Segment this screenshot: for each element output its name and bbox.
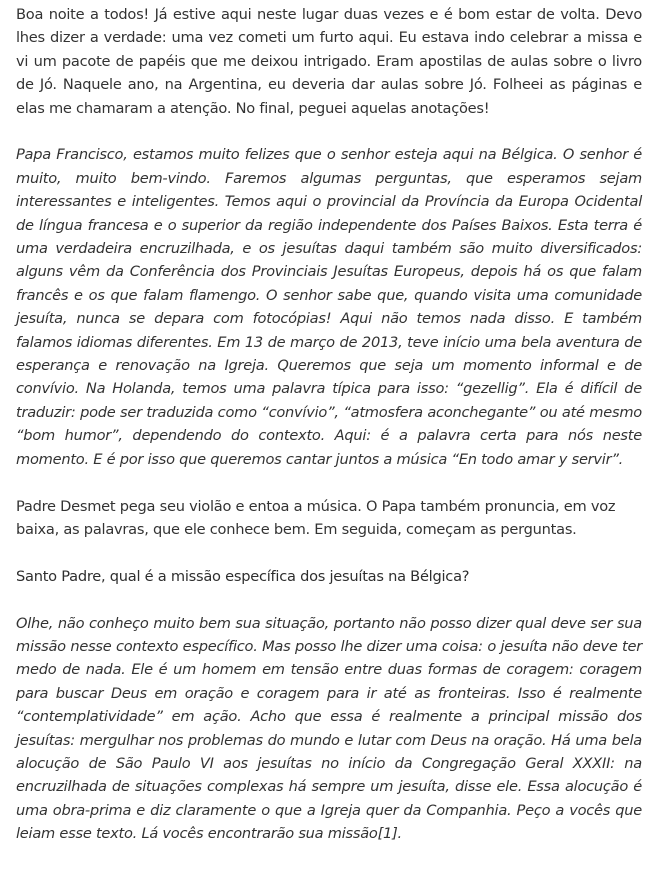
- question-heading: Santo Padre, qual é a missão específica dos jesuítas na Bélgica?: [16, 567, 470, 585]
- interviewer-paragraph: Papa Francisco, estamos muito felizes que o senhor esteja aqui na Bélgica. O senhor é muito, muito bem-vindo. Faremos algumas perguntas, que esperamos sejam interessantes e inteligentes. Temos aqui o provincial da Província da Europa Ocidental de língua francesa e o superior da região independente dos Países Baixos. Esta terra é uma verdadeira encruzilhada, e os jesuítas daqui também são muito diversificados: alguns vêm da Conferência dos Provinciais Jesuítas Europeus, depois há os que falam francês e os que falam flamengo. O senhor sabe que, quando visita uma comunidade jesuíta, nunca se depara com fotocópias! Aqui não temos nada disso. E também falamos idiomas diferentes. Em 13 de março de 2013, teve início uma bela aventura de esperança e renovação na Igreja. Queremos que seja um momento informal e de convívio. Na Holanda, temos uma palavra típica para isso: “gezellig”. Ela é difícil de traduzir: pode ser traduzida como “convívio”, “atmosfera aconchegante” ou até mesmo “bom humor”, dependendo do contexto. Aqui: é a palavra certa para nós neste momento. E é por isso que queremos cantar juntos a música “En todo amar y servir”.: [16, 146, 642, 468]
- intro-paragraph: Boa noite a todos! Já estive aqui neste lugar duas vezes e é bom estar de volta. Devo lhes dizer a verdade: uma vez cometi um furto aqui. Eu estava indo celebrar a missa e vi um pacote de papéis que me deixou intrigado. Eram apostilas de aulas sobre o livro de Jó. Naquele ano, na Argentina, eu deveria dar aulas sobre Jó. Folheei as páginas e elas me chamaram a atenção. No final, peguei aquelas anotações!: [16, 6, 642, 117]
- narration-paragraph: Padre Desmet pega seu violão e entoa a música. O Papa também pronuncia, em voz baixa, as palavras, que ele conhece bem. Em seguida, começam as perguntas.: [16, 497, 616, 538]
- answer-paragraph: Olhe, não conheço muito bem sua situação, portanto não posso dizer qual deve ser sua missão nesse contexto específico. Mas posso lhe dizer uma coisa: o jesuíta não deve ter medo de nada. Ele é um homem em tensão entre duas formas de coragem: coragem para buscar Deus em oração e coragem para ir até as fronteiras. Isso é realmente “contemplatividade” em ação. Acho que essa é realmente a principal missão dos jesuítas: mergulhar nos problemas do mundo e lutar com Deus na oração. Há uma bela alocução de São Paulo VI aos jesuítas no início da Congregação Geral XXXII: na encruzilhada de situações complexas há sempre um jesuíta, disse ele. Essa alocução é uma obra-prima e diz claramente o que a Igreja quer da Companhia. Peço a vocês que leiam esse texto. Lá vocês encontrarão sua missão[1].: [16, 614, 642, 843]
- article-body: [16, 3, 642, 869]
